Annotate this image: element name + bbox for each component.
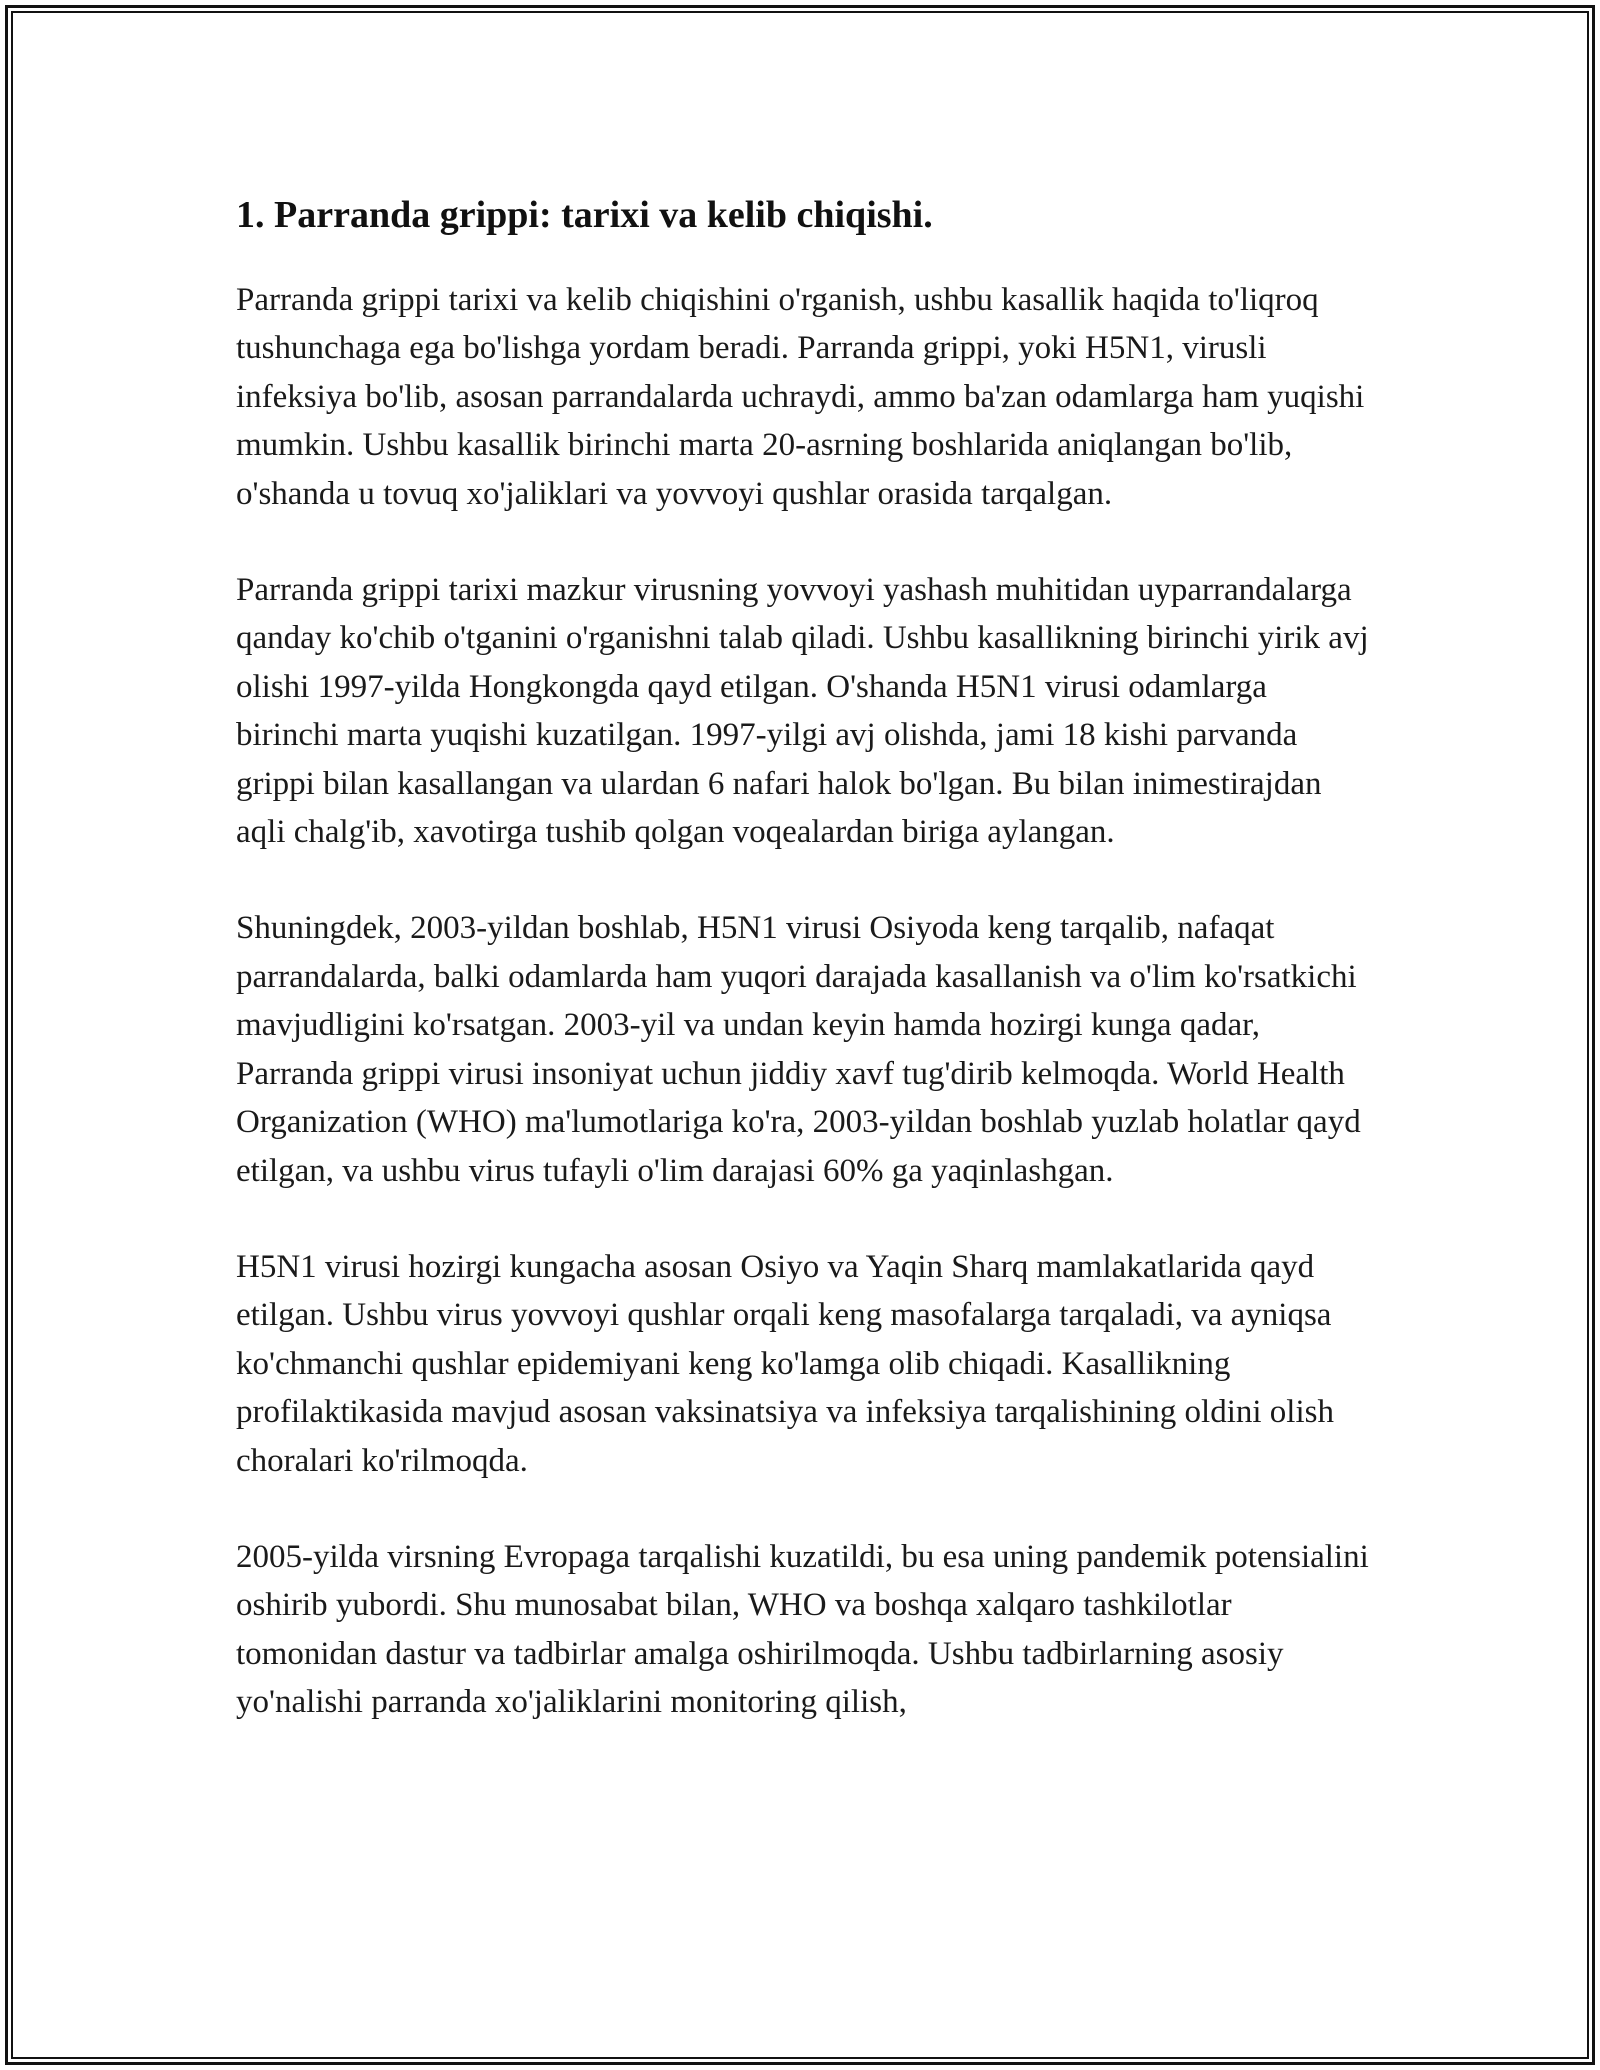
paragraph-4: H5N1 virusi hozirgi kungacha asosan Osiyo va Yaqin Sharq mamlakatlarida qayd etilgan. Ushbu virus yovvoyi qushlar orqali keng masofalarga tarqaladi, va ayniqsa ko'chmanchi qushlar epidemiyani keng ko'lamga olib chiqadi. Kasallikning profilaktikasida mavjud asosan vaksinatsiya va infeksiya tarqalishining oldini olish choralari ko'rilmoqda. [236,1248,1334,1479]
paragraph-1: Parranda grippi tarixi va kelib chiqishini o'rganish, ushbu kasallik haqida to'liqroq tushunchaga ega bo'lishga yordam beradi. Parranda grippi, yoki H5N1, virusli infeksiya bo'lib, asosan parrandalarda uchraydi, ammo ba'zan odamlarga ham yuqishi mumkin. Ushbu kasallik birinchi marta 20-asrning boshlarida aniqlangan bo'lib, o'shanda u tovuq xo'jaliklari va yovvoyi qushlar orasida tarqalgan. [236,282,1365,512]
paragraph-5: 2005-yilda virsning Evropaga tarqalishi kuzatildi, bu esa uning pandemik potensialini oshirib yubordi. Shu munosabat bilan, WHO va boshqa xalqaro tashkilotlar tomonidan dastur va tadbirlar amalga oshirilmoqda. Ushbu tadbirlarning asosiy yo'nalishi parranda xo'jaliklarini monitoring qilish, [236,1538,1369,1721]
document-body [236,188,1376,1775]
paragraph-3: Shuningdek, 2003-yildan boshlab, H5N1 virusi Osiyoda keng tarqalib, nafaqat parrandalarda, balki odamlarda ham yuqori darajada kasallanish va o'lim ko'rsatkichi mavjudligini ko'rsatgan. 2003-yil va undan keyin hamda hozirgi kunga qadar, Parranda grippi virusi insoniyat uchun jiddiy xavf tug'dirib kelmoqda. World Health Organization (WHO) ma'lumotlariga ko'ra, 2003-yildan boshlab yuzlab holatlar qayd etilgan, va ushbu virus tufayli o'lim darajasi 60% ga yaqinlashgan. [236,910,1361,1189]
paragraph-2: Parranda grippi tarixi mazkur virusning yovvoyi yashash muhitidan uyparrandalarga qanday ko'chib o'tganini o'rganishni talab qiladi. Ushbu kasallikning birinchi yirik avj olishi 1997-yilda Hongkongda qayd etilgan. O'shanda H5N1 virusi odamlarga birinchi marta yuqishi kuzatilgan. 1997-yilgi avj olishda, jami 18 kishi parvanda grippi bilan kasallangan va ulardan 6 nafari halok bo'lgan. Bu bilan inimestirajdan aqli chalg'ib, xavotirga tushib qolgan voqealardan biriga aylangan. [236,572,1369,851]
section-heading: 1. Parranda grippi: tarixi va kelib chiqishi. [236,194,933,236]
